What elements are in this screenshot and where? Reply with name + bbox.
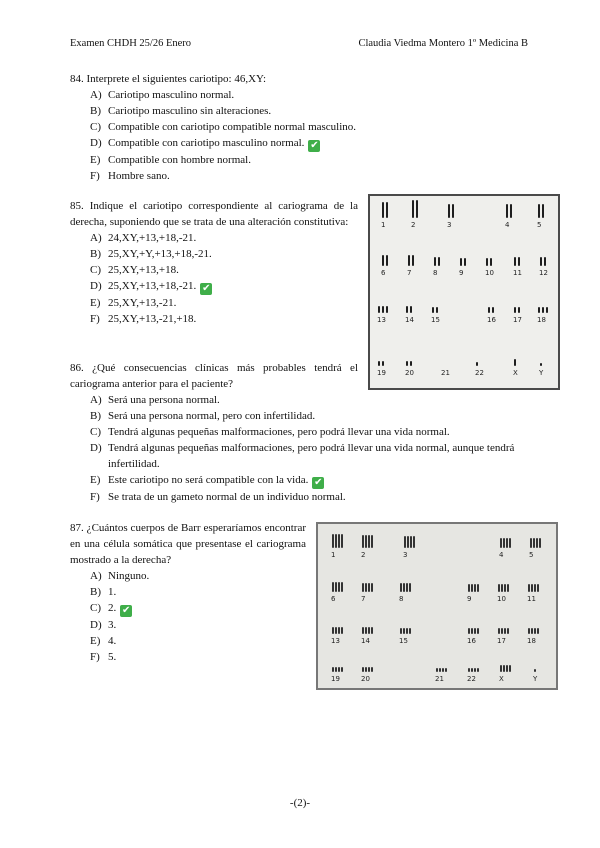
karyogram-label: 12 <box>539 269 548 277</box>
option-f: F) Hombre sano. <box>90 170 170 182</box>
karyogram-label: 9 <box>459 269 464 277</box>
chromosome <box>507 628 509 634</box>
chromosome <box>537 584 539 592</box>
chromosome <box>501 584 503 592</box>
chromosome <box>538 307 540 313</box>
chromosome <box>500 538 502 548</box>
chromosome <box>468 668 470 672</box>
chromosome <box>436 307 438 313</box>
karyogram-label: 15 <box>399 637 408 645</box>
chromosome <box>501 628 503 634</box>
chromosome <box>540 257 542 266</box>
option-d: D) Tendrá algunas pequeñas malformaciones, pero podrá llevar una vida normal, aunque tendrá infertilidad. <box>90 442 515 470</box>
option-c: C) 2. ✔ <box>90 602 131 616</box>
option-list <box>70 87 530 184</box>
header-student-name: Claudia Viedma Montero 1º Medicina B <box>358 38 528 49</box>
option-c: C) 25,XY,+13,+18. <box>90 264 179 276</box>
option-a: A) Cariotipo masculino normal. <box>90 89 235 101</box>
chromosome <box>498 584 500 592</box>
option-e: E) Compatible con hombre normal. <box>90 154 251 166</box>
chromosome <box>509 665 511 672</box>
option-d: D) 3. <box>90 619 117 631</box>
karyogram-label: 10 <box>497 595 506 603</box>
chromosome <box>409 628 411 634</box>
karyogram-label: Y <box>533 675 538 683</box>
chromosome <box>335 534 337 548</box>
question-stem: 85. Indique el cariotipo correspondiente al cariograma de la derecha, suponiendo que se trata de una alteración constitutiva: <box>70 200 358 228</box>
chromosome <box>510 204 512 218</box>
chromosome <box>540 363 542 366</box>
chromosome <box>407 536 409 548</box>
chromosome <box>338 534 340 548</box>
chromosome <box>514 359 516 366</box>
chromosome <box>341 627 343 634</box>
chromosome <box>448 204 450 218</box>
chromosome <box>528 628 530 634</box>
karyogram-label: 4 <box>505 221 510 229</box>
chromosome <box>471 628 473 634</box>
karyogram-image-2 <box>316 522 558 690</box>
karyogram-label: 20 <box>361 675 370 683</box>
chromosome <box>439 668 441 672</box>
chromosome <box>544 257 546 266</box>
chromosome <box>514 257 516 266</box>
option-d: D) Compatible con cariotipo masculino normal. ✔ <box>90 137 319 151</box>
chromosome <box>368 583 370 592</box>
chromosome <box>492 307 494 313</box>
chromosome <box>341 534 343 548</box>
option-d: D) 25,XY,+13,+18,-21. ✔ <box>90 280 211 294</box>
karyogram-label: 9 <box>467 595 472 603</box>
option-e: E) 25,XY,+13,-21. <box>90 297 177 309</box>
karyogram-label: 6 <box>381 269 386 277</box>
chromosome <box>445 668 447 672</box>
question-stem: 84. Interprete el siguientes cariotipo: 46,XY: <box>70 73 267 85</box>
chromosome <box>509 538 511 548</box>
chromosome <box>460 258 462 266</box>
karyogram-label: 8 <box>399 595 404 603</box>
chromosome <box>371 535 373 548</box>
chromosome <box>506 538 508 548</box>
chromosome <box>341 582 343 592</box>
karyogram-label: 2 <box>361 551 366 559</box>
chromosome <box>371 627 373 634</box>
karyogram-label: 5 <box>537 221 542 229</box>
chromosome <box>403 628 405 634</box>
chromosome <box>503 665 505 672</box>
chromosome <box>530 538 532 548</box>
chromosome <box>368 667 370 672</box>
option-b: B) Cariotipo masculino sin alteraciones. <box>90 105 272 117</box>
option-a: A) 24,XY,+13,+18,-21. <box>90 232 197 244</box>
chromosome <box>504 584 506 592</box>
karyogram-label: X <box>513 369 518 377</box>
chromosome <box>528 584 530 592</box>
karyogram-label: 19 <box>331 675 340 683</box>
karyogram-label: 4 <box>499 551 504 559</box>
chromosome <box>335 582 337 592</box>
karyogram-label: Y <box>539 369 544 377</box>
check-icon: ✔ <box>202 283 211 294</box>
chromosome <box>531 584 533 592</box>
chromosome <box>362 627 364 634</box>
chromosome <box>400 628 402 634</box>
chromosome <box>416 200 418 218</box>
chromosome <box>378 306 380 313</box>
chromosome <box>531 628 533 634</box>
karyogram-label: 1 <box>381 221 386 229</box>
karyogram-label: 11 <box>513 269 522 277</box>
chromosome <box>474 584 476 592</box>
chromosome <box>504 628 506 634</box>
chromosome <box>503 538 505 548</box>
chromosome <box>362 583 364 592</box>
chromosome <box>452 204 454 218</box>
option-a: A) Ninguno. <box>90 570 150 582</box>
option-b: B) 1. <box>90 586 117 598</box>
option-e: E) Este cariotipo no será compatible con la vida. ✔ <box>90 474 323 488</box>
chromosome <box>468 584 470 592</box>
chromosome <box>438 257 440 266</box>
chromosome <box>409 583 411 592</box>
karyogram-label: 16 <box>467 637 476 645</box>
chromosome <box>365 583 367 592</box>
chromosome <box>442 668 444 672</box>
check-icon: ✔ <box>314 477 323 488</box>
chromosome <box>534 628 536 634</box>
chromosome <box>338 582 340 592</box>
karyogram-label: 21 <box>435 675 444 683</box>
chromosome <box>410 536 412 548</box>
header-exam-title: Examen CHDH 25/26 Enero <box>70 38 192 49</box>
chromosome <box>332 582 334 592</box>
chromosome <box>542 204 544 218</box>
chromosome <box>408 255 410 266</box>
karyogram-label: 14 <box>405 316 414 324</box>
question-87 <box>70 520 306 665</box>
karyogram-label: 17 <box>513 316 522 324</box>
chromosome <box>386 306 388 313</box>
chromosome <box>338 667 340 672</box>
chromosome <box>378 361 380 366</box>
karyogram-label: 2 <box>411 221 416 229</box>
chromosome <box>533 538 535 548</box>
option-list <box>70 230 358 327</box>
chromosome <box>436 668 438 672</box>
karyogram-label: 16 <box>487 316 496 324</box>
chromosome <box>410 306 412 313</box>
question-stem: 87. ¿Cuántos cuerpos de Barr esperaríamos encontrar en una célula somática que presentase el cariograma mostrado a la derecha? <box>70 522 306 566</box>
chromosome <box>471 584 473 592</box>
chromosome <box>332 667 334 672</box>
chromosome <box>406 628 408 634</box>
chromosome <box>410 361 412 366</box>
chromosome <box>514 307 516 313</box>
chromosome <box>546 307 548 313</box>
chromosome <box>500 665 502 672</box>
option-c: C) Compatible con cariotipo compatible normal masculino. <box>90 121 357 133</box>
chromosome <box>518 257 520 266</box>
chromosome <box>386 255 388 266</box>
chromosome <box>477 584 479 592</box>
chromosome <box>404 536 406 548</box>
option-f: F) 5. <box>90 651 117 663</box>
karyogram-label: 7 <box>361 595 366 603</box>
chromosome <box>332 627 334 634</box>
option-b: B) 25,XY,+Y,+13,+18,-21. <box>90 248 212 260</box>
karyogram-label: 13 <box>377 316 386 324</box>
chromosome <box>368 535 370 548</box>
question-stem: 86. ¿Qué consecuencias clínicas más probables tendrá el cariograma anterior para el paciente? <box>70 362 358 390</box>
chromosome <box>365 667 367 672</box>
question-85 <box>70 198 358 327</box>
karyogram-label: 3 <box>403 551 408 559</box>
chromosome <box>476 362 478 366</box>
chromosome <box>371 583 373 592</box>
karyogram-label: 20 <box>405 369 414 377</box>
chromosome <box>542 307 544 313</box>
check-icon: ✔ <box>122 605 131 616</box>
karyogram-label: 19 <box>377 369 386 377</box>
karyogram-label: 10 <box>485 269 494 277</box>
karyogram-label: 3 <box>447 221 452 229</box>
karyogram-label: 21 <box>441 369 450 377</box>
chromosome <box>536 538 538 548</box>
chromosome <box>507 584 509 592</box>
chromosome <box>403 583 405 592</box>
chromosome <box>474 628 476 634</box>
karyogram-label: 13 <box>331 637 340 645</box>
option-c: C) Tendrá algunas pequeñas malformaciones, pero podrá llevar una vida normal. <box>90 426 450 438</box>
chromosome <box>490 258 492 266</box>
karyogram-label: 18 <box>537 316 546 324</box>
chromosome <box>534 584 536 592</box>
question-84 <box>70 71 530 184</box>
page-number: -(2)- <box>289 797 311 809</box>
chromosome <box>386 202 388 218</box>
chromosome <box>335 627 337 634</box>
chromosome <box>406 306 408 313</box>
karyogram-label: X <box>499 675 504 683</box>
chromosome <box>412 200 414 218</box>
karyogram-image-1 <box>368 194 560 390</box>
chromosome <box>537 628 539 634</box>
karyogram-label: 1 <box>331 551 336 559</box>
karyogram-label: 5 <box>529 551 534 559</box>
option-list <box>70 392 528 505</box>
chromosome <box>464 258 466 266</box>
chromosome <box>518 307 520 313</box>
karyogram-label: 14 <box>361 637 370 645</box>
chromosome <box>406 361 408 366</box>
option-a: A) Será una persona normal. <box>90 394 220 406</box>
check-icon: ✔ <box>310 140 319 151</box>
karyogram-label: 11 <box>527 595 536 603</box>
chromosome <box>362 535 364 548</box>
chromosome <box>534 669 536 672</box>
chromosome <box>371 667 373 672</box>
karyogram-label: 17 <box>497 637 506 645</box>
chromosome <box>341 667 343 672</box>
chromosome <box>365 627 367 634</box>
chromosome <box>335 667 337 672</box>
chromosome <box>365 535 367 548</box>
chromosome <box>412 255 414 266</box>
karyogram-label: 22 <box>467 675 476 683</box>
chromosome <box>432 307 434 313</box>
chromosome <box>488 307 490 313</box>
option-e: E) 4. <box>90 635 117 647</box>
chromosome <box>539 538 541 548</box>
chromosome <box>474 668 476 672</box>
chromosome <box>382 255 384 266</box>
karyogram-label: 7 <box>407 269 412 277</box>
option-b: B) Será una persona normal, pero con infertilidad. <box>90 410 316 422</box>
chromosome <box>338 627 340 634</box>
chromosome <box>477 628 479 634</box>
karyogram-label: 22 <box>475 369 484 377</box>
option-list <box>70 568 306 665</box>
option-f: F) Se trata de un gameto normal de un individuo normal. <box>90 491 346 503</box>
chromosome <box>468 628 470 634</box>
chromosome <box>506 204 508 218</box>
chromosome <box>498 628 500 634</box>
chromosome <box>477 668 479 672</box>
option-f: F) 25,XY,+13,-21,+18. <box>90 313 197 325</box>
karyogram-label: 6 <box>331 595 336 603</box>
karyogram-label: 15 <box>431 316 440 324</box>
karyogram-label: 8 <box>433 269 438 277</box>
chromosome <box>362 667 364 672</box>
chromosome <box>406 583 408 592</box>
chromosome <box>471 668 473 672</box>
chromosome <box>506 665 508 672</box>
chromosome <box>434 257 436 266</box>
chromosome <box>538 204 540 218</box>
chromosome <box>382 306 384 313</box>
chromosome <box>486 258 488 266</box>
chromosome <box>382 361 384 366</box>
chromosome <box>332 534 334 548</box>
chromosome <box>368 627 370 634</box>
chromosome <box>413 536 415 548</box>
chromosome <box>400 583 402 592</box>
karyogram-label: 18 <box>527 637 536 645</box>
chromosome <box>382 202 384 218</box>
